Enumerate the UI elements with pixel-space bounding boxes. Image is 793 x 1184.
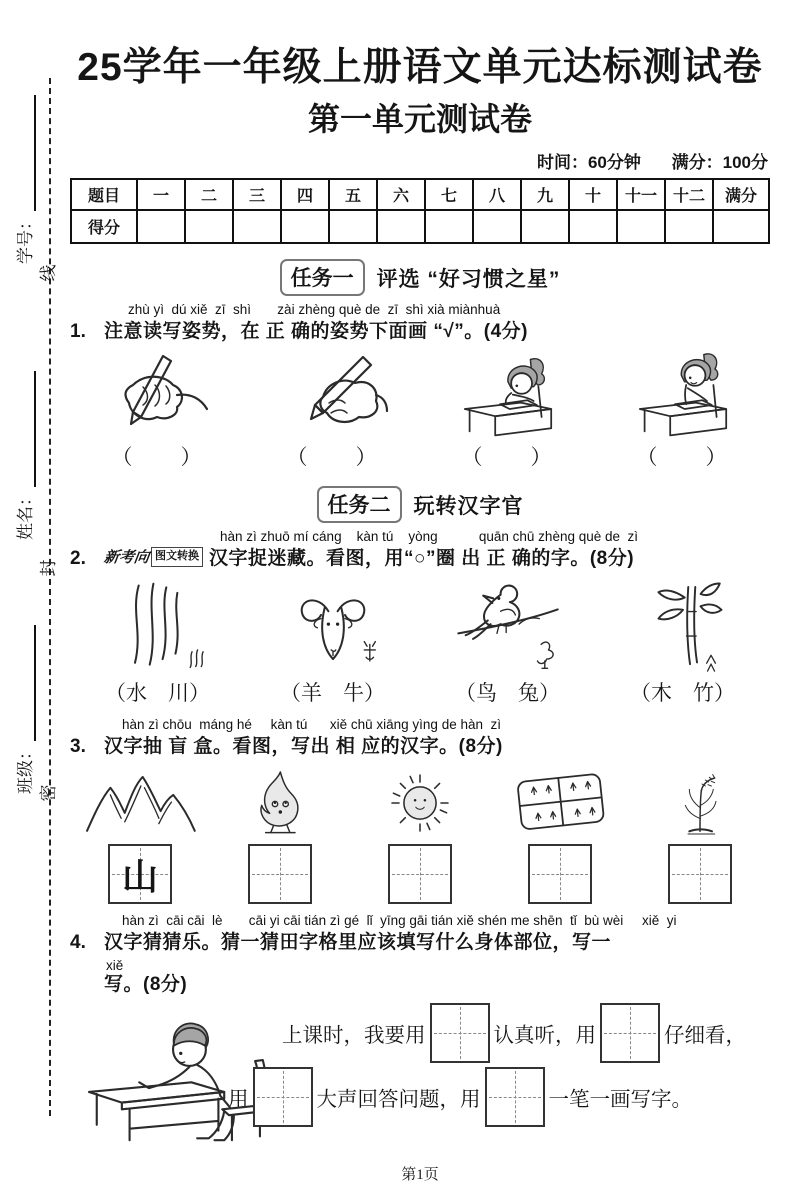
seal-char-line: 线 bbox=[39, 264, 58, 282]
new-trend-badge-sub: 图文转换 bbox=[151, 547, 203, 566]
score-header-cell: 一 bbox=[137, 179, 185, 210]
score-header-cell: 满分 bbox=[713, 179, 769, 210]
answer-grid-ear[interactable] bbox=[430, 1003, 490, 1063]
sentence-seg: 认真听，用 bbox=[493, 1024, 596, 1047]
score-input-cell[interactable] bbox=[233, 210, 281, 243]
grid-horizontal-dash bbox=[604, 1033, 656, 1034]
q1-row bbox=[70, 319, 770, 346]
q3-figure-1 bbox=[70, 768, 210, 904]
score-header-cell: 题目 bbox=[71, 179, 137, 210]
q2-option-pair[interactable]: （水 川） bbox=[105, 681, 210, 706]
score-input-cell[interactable] bbox=[569, 210, 617, 243]
new-trend-badge-main: 新考向 bbox=[102, 548, 151, 566]
q4-sentence-line2 bbox=[228, 1067, 770, 1127]
grid-horizontal-dash bbox=[532, 874, 588, 875]
score-header-cell: 七 bbox=[425, 179, 473, 210]
q2-figure-4 bbox=[595, 580, 770, 707]
q2-pinyin: hàn zì zhuō mí cáng kàn tú yòng quān chū zhèng què de zì bbox=[220, 529, 639, 545]
q3-pinyin: hàn zì chōu máng hé kàn tú xiě chū xiāng yìng de hàn zì bbox=[122, 717, 501, 733]
q4-line2-pinyin: xiě bbox=[106, 958, 124, 974]
flowing-water-image bbox=[102, 580, 214, 672]
task1-title: 评选 “好习惯之星” bbox=[376, 267, 561, 291]
q4-sentence-block bbox=[70, 1003, 770, 1151]
q4-pinyin: hàn zì cāi cāi lè cāi yi cāi tián zì gé lǐ yīng gāi tián xiě shén me shēn tǐ bù wèi xiě yi bbox=[122, 913, 677, 929]
q4-sentence-line1 bbox=[282, 1003, 770, 1063]
score-row-label: 得分 bbox=[71, 210, 137, 243]
sentence-seg: 大声回答问题，用 bbox=[316, 1088, 481, 1111]
page-number: 第1页 bbox=[401, 1166, 439, 1183]
q2-option-pair[interactable]: （木 竹） bbox=[630, 681, 735, 706]
writing-grid-q3[interactable] bbox=[248, 844, 312, 904]
score-table-score-row bbox=[71, 210, 769, 243]
score-input-cell[interactable] bbox=[521, 210, 569, 243]
score-header-cell: 三 bbox=[233, 179, 281, 210]
task1-banner bbox=[70, 259, 770, 296]
score-input-cell[interactable] bbox=[425, 210, 473, 243]
page-title: 25学年一年级上册语文单元达标测试卷 bbox=[77, 46, 763, 89]
task2-badge: 任务二 bbox=[317, 486, 402, 523]
q2-option-pair[interactable]: （羊 牛） bbox=[280, 681, 385, 706]
q2-row bbox=[70, 546, 770, 573]
seal-dashed-line bbox=[49, 78, 51, 1116]
q1-figures bbox=[70, 353, 770, 471]
task1-badge: 任务一 bbox=[280, 259, 365, 296]
score-header-cell: 十一 bbox=[617, 179, 665, 210]
q1-figure-3 bbox=[420, 353, 595, 471]
q3-figure-5 bbox=[630, 768, 770, 904]
name-field[interactable] bbox=[12, 371, 36, 595]
q1-figure-4 bbox=[595, 353, 770, 471]
name-blank-line[interactable] bbox=[30, 371, 36, 487]
seal-char-mi: 密 bbox=[39, 784, 58, 802]
score-header-cell: 十 bbox=[569, 179, 617, 210]
score-header-cell: 二 bbox=[185, 179, 233, 210]
q2-number: 2. bbox=[70, 547, 86, 569]
q2-text: 汉字捉迷藏。看图，用“○”圈 出 正 确的字。(8分) bbox=[209, 547, 635, 569]
sun-image bbox=[381, 768, 459, 838]
sentence-seg: 上课时，我要用 bbox=[282, 1024, 426, 1047]
score-input-cell[interactable] bbox=[377, 210, 425, 243]
q4-number: 4. bbox=[70, 931, 86, 953]
score-table-header-row bbox=[71, 179, 769, 210]
ram-head-image bbox=[277, 580, 389, 672]
class-field[interactable] bbox=[12, 625, 36, 849]
answer-grid-mouth[interactable] bbox=[253, 1067, 313, 1127]
answer-grid-eye[interactable] bbox=[600, 1003, 660, 1063]
correct-sitting-posture-image bbox=[623, 353, 743, 437]
q3-figure-2 bbox=[210, 768, 350, 904]
boy-writing-at-desk-image bbox=[76, 1007, 272, 1147]
q3-figures bbox=[70, 768, 770, 904]
score-input-cell[interactable] bbox=[473, 210, 521, 243]
sentence-seg: 用 bbox=[228, 1088, 249, 1111]
q2-figure-2 bbox=[245, 580, 420, 707]
task2-title: 玩转汉字官 bbox=[413, 494, 524, 518]
bird-on-branch-image bbox=[449, 580, 567, 672]
q3-figure-3 bbox=[350, 768, 490, 904]
score-input-cell[interactable] bbox=[617, 210, 665, 243]
student-id-label: 学号： bbox=[16, 213, 35, 264]
name-label: 姓名： bbox=[16, 489, 35, 540]
q1-answer-bracket[interactable]: （ ） bbox=[461, 445, 554, 470]
q3-text: 汉字抽 盲 盒。看图，写出 相 应的汉字。(8分) bbox=[104, 735, 503, 757]
class-label: 班级： bbox=[16, 743, 35, 794]
q4-line2-row bbox=[70, 972, 770, 999]
grid-horizontal-dash bbox=[434, 1033, 486, 1034]
q3-number: 3. bbox=[70, 735, 86, 757]
writing-grid-q3[interactable] bbox=[108, 844, 172, 904]
sentence-seg: 仔细看， bbox=[664, 1024, 746, 1047]
rice-plant-image bbox=[667, 768, 733, 838]
exam-info bbox=[70, 148, 768, 173]
student-id-field[interactable] bbox=[12, 95, 36, 319]
q2-option-pair[interactable]: （鸟 兔） bbox=[455, 681, 560, 706]
grid-horizontal-dash bbox=[252, 874, 308, 875]
class-blank-line[interactable] bbox=[30, 625, 36, 741]
example-character: 山 bbox=[121, 856, 158, 897]
q2-figure-1 bbox=[70, 580, 245, 707]
grid-horizontal-dash bbox=[489, 1097, 541, 1098]
q4-text: 汉字猜猜乐。猜一猜田字格里应该填写什么身体部位，写一 bbox=[104, 931, 612, 953]
score-header-cell: 九 bbox=[521, 179, 569, 210]
score-table bbox=[70, 178, 770, 244]
writing-grid-q3[interactable] bbox=[388, 844, 452, 904]
q1-figure-2 bbox=[245, 353, 420, 471]
score-input-cell[interactable] bbox=[281, 210, 329, 243]
full-score: 满分：100分 bbox=[671, 153, 768, 172]
mountains-image bbox=[81, 768, 199, 838]
q1-text: 注意读写姿势，在 正 确的姿势下面画 “√”。(4分) bbox=[104, 320, 528, 342]
score-header-cell: 十二 bbox=[665, 179, 713, 210]
new-trend-badge bbox=[104, 547, 203, 568]
correct-pencil-grip-image bbox=[274, 353, 392, 437]
q3-figure-4 bbox=[490, 768, 630, 904]
score-input-cell[interactable] bbox=[137, 210, 185, 243]
q1-answer-bracket[interactable]: （ ） bbox=[636, 445, 729, 470]
q1-answer-bracket[interactable]: （ ） bbox=[111, 445, 204, 470]
score-input-cell[interactable] bbox=[329, 210, 377, 243]
seal-char-feng: 封 bbox=[39, 559, 58, 577]
score-input-cell[interactable] bbox=[185, 210, 233, 243]
score-header-cell: 五 bbox=[329, 179, 377, 210]
score-header-cell: 四 bbox=[281, 179, 329, 210]
writing-grid-q3[interactable] bbox=[668, 844, 732, 904]
paddy-field-image bbox=[505, 768, 615, 838]
task2-banner bbox=[70, 486, 770, 523]
q1-figure-1 bbox=[70, 353, 245, 471]
q2-figures bbox=[70, 580, 770, 707]
grid-horizontal-dash bbox=[257, 1097, 309, 1098]
score-header-cell: 六 bbox=[377, 179, 425, 210]
q1-number: 1. bbox=[70, 320, 86, 342]
sentence-seg: 一笔一画写字。 bbox=[548, 1088, 692, 1111]
student-id-blank-line[interactable] bbox=[30, 95, 36, 211]
q3-row bbox=[70, 734, 770, 761]
q1-answer-bracket[interactable]: （ ） bbox=[286, 445, 379, 470]
page-subtitle: 第一单元测试卷 bbox=[307, 101, 532, 137]
bamboo-image bbox=[631, 580, 735, 672]
score-header-cell: 八 bbox=[473, 179, 521, 210]
q1-pinyin: zhù yì dú xiě zī shì zài zhèng què de zī shì xià miànhuà bbox=[128, 302, 501, 317]
score-input-cell[interactable] bbox=[665, 210, 713, 243]
time-limit: 时间：60分钟 bbox=[536, 153, 641, 172]
grid-horizontal-dash bbox=[392, 874, 448, 875]
grid-horizontal-dash bbox=[672, 874, 728, 875]
answer-grid-hand[interactable] bbox=[485, 1067, 545, 1127]
q2-figure-3 bbox=[420, 580, 595, 707]
q4-line2-text: 写。(8分) bbox=[104, 973, 188, 995]
q4-row bbox=[70, 930, 770, 957]
score-input-cell[interactable] bbox=[713, 210, 769, 243]
incorrect-pencil-grip-image bbox=[99, 353, 217, 437]
writing-grid-q3[interactable] bbox=[528, 844, 592, 904]
fire-image bbox=[240, 768, 320, 838]
incorrect-sitting-posture-image bbox=[448, 353, 568, 437]
main-content bbox=[70, 0, 770, 1184]
